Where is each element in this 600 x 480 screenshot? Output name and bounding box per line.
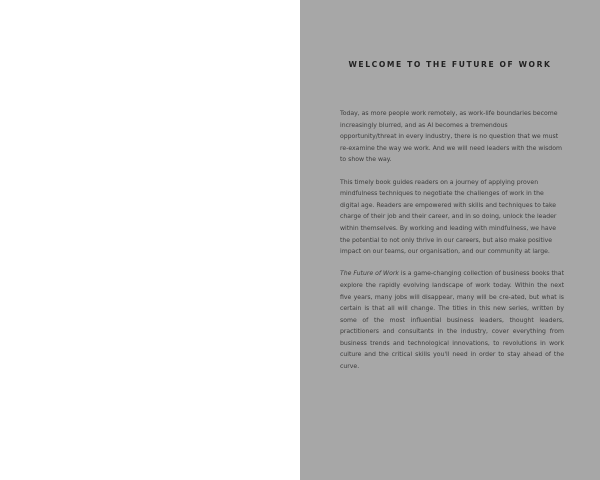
paragraph-2: This timely book guides readers on a journey of applying proven mindfulness techniques to negotiate the challenges of work in the digital age. Readers are empowered with skills and techniques to take charge of their job and their career, and in so doing, unlock the leader within themselves. By working and leading with mindfulness, we have the potential to not only thrive in our careers, but also make positive impact on our teams, our organisation, and our community at large. [340, 178, 557, 256]
series-title: The Future of Work [340, 270, 399, 278]
right-page [300, 0, 600, 480]
paragraph-1: Today, as more people work remotely, as work-life boundaries become increasingly blurred, and as AI becomes a tremendous opportunity/threat in every industry, there is no question that we must re-examine the way we work. And we will need leaders with the wisdom to show the way. [340, 110, 562, 164]
page-heading: WELCOME TO THE FUTURE OF WORK [348, 60, 552, 69]
paragraph-3-text: is a game-changing collection of business books that explore the rapidly evolving landscape of work today. Within the next five years, many jobs will disappear, many will be cre-ated, but what is certain is that all will change. The titles in this new series, written by some of the most influential business leaders, thought leaders, practitioners and consultants in the industry, cover everything from business trends and technological innovations, to revolutions in work culture and the critical skills you'll need in order to stay ahead of the curve. [340, 270, 564, 371]
paragraph-3 [340, 268, 564, 372]
body-text [340, 108, 564, 383]
